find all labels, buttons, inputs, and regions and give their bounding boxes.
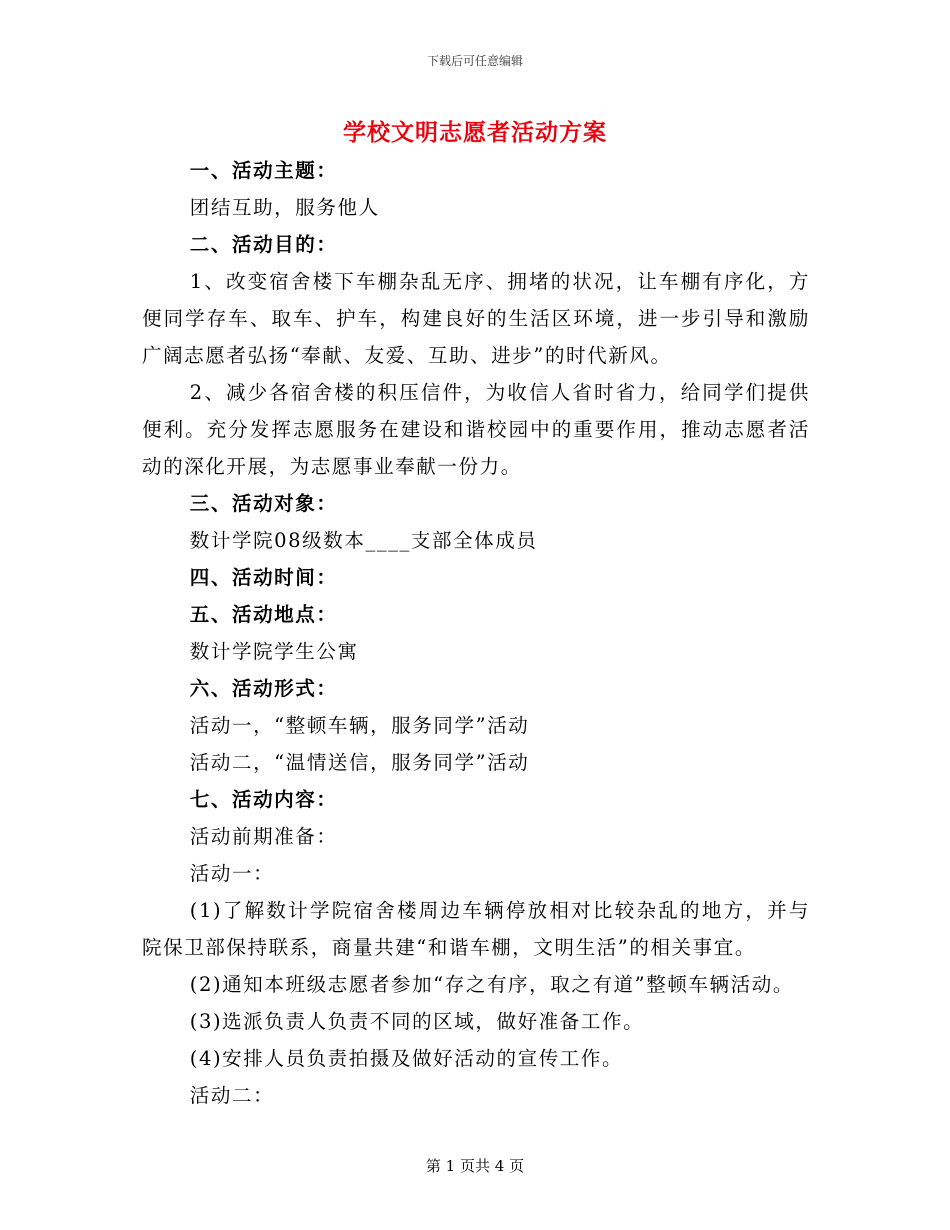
section-heading-format: 六、活动形式： (189, 677, 338, 700)
body-line-activity-one: 活动一，“整顿车辆，服务同学”活动 (189, 714, 530, 737)
body-line-theme: 团结互助，服务他人 (189, 196, 380, 219)
body-paragraph-purpose-2: 2、减少各宿舍楼的积压信件，为收信人省时省力，给同学们提供便利。充分发挥志愿服务在建设和谐校园中的重要作用，推动志愿者活动的深化开展，为志愿事业奉献一份力。 (142, 381, 810, 478)
section-heading-purpose: 二、活动目的： (189, 233, 338, 256)
section-heading-content: 七、活动内容： (189, 788, 338, 811)
section-heading-time: 四、活动时间： (189, 566, 338, 589)
page-header: 下载后可任意编辑 (426, 54, 523, 68)
document-body (142, 152, 810, 1114)
body-line-step-2: (2)通知本班级志愿者参加“存之有序，取之有道”整顿车辆活动。 (189, 973, 794, 996)
page-footer: 第 1 页共 4 页 (425, 1157, 525, 1175)
body-line-activity-one-label: 活动一： (189, 862, 275, 885)
body-line-target: 数计学院08级数本____支部全体成员 (189, 529, 538, 552)
body-line-preparation: 活动前期准备： (189, 825, 338, 848)
body-paragraph-step-1: (1)了解数计学院宿舍楼周边车辆停放相对比较杂乱的地方，并与院保卫部保持联系，商量共建“和谐车棚，文明生活”的相关事宜。 (142, 899, 810, 959)
document-title: 学校文明志愿者活动方案 (343, 119, 607, 146)
body-line-location: 数计学院学生公寓 (189, 640, 359, 663)
body-line-step-4: (4)安排人员负责拍摄及做好活动的宣传工作。 (189, 1047, 624, 1070)
body-line-activity-two-label: 活动二： (189, 1084, 275, 1107)
section-heading-theme: 一、活动主题： (189, 159, 338, 182)
body-line-activity-two: 活动二，“温情送信，服务同学”活动 (189, 751, 530, 774)
body-line-step-3: (3)选派负责人负责不同的区域，做好准备工作。 (189, 1010, 645, 1033)
section-heading-target: 三、活动对象： (189, 492, 338, 515)
section-heading-location: 五、活动地点： (189, 603, 338, 626)
body-paragraph-purpose-1: 1、改变宿舍楼下车棚杂乱无序、拥堵的状况，让车棚有序化，方便同学存车、取车、护车，构建良好的生活区环境，进一步引导和激励广阔志愿者弘扬“奉献、友爱、互助、进步”的时代新风。 (142, 270, 810, 367)
